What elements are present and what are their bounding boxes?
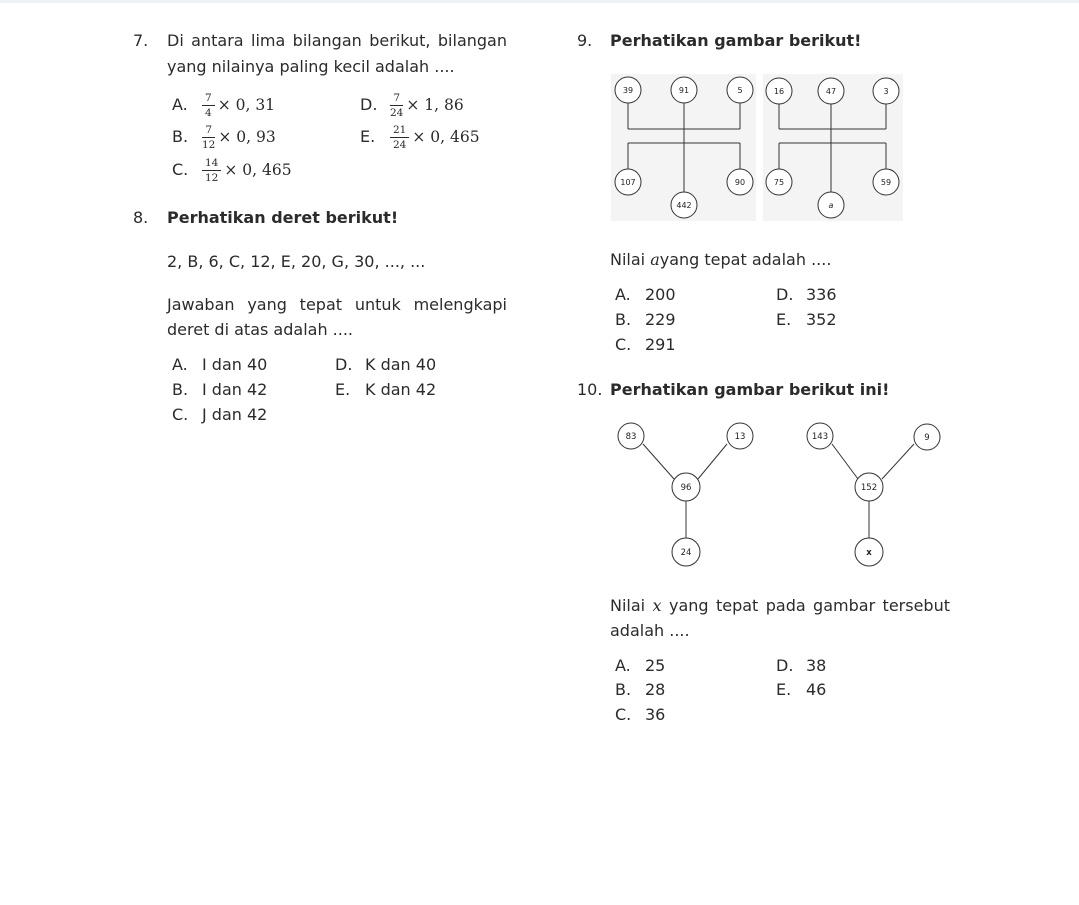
option-text: 291 <box>645 335 676 354</box>
question-text-post: yang tepat pada gambar tersebut <box>668 596 951 615</box>
node-label: 9 <box>924 433 930 443</box>
option-a[interactable] <box>615 656 665 675</box>
option-expression: × 0, 31 <box>217 96 276 114</box>
variable-a: a <box>650 250 660 269</box>
fraction-denominator: 12 <box>205 172 219 184</box>
node-label-variable: a <box>828 201 834 210</box>
option-text: 25 <box>645 656 666 675</box>
node-label: 96 <box>680 483 692 493</box>
option-letter: D. <box>360 95 378 114</box>
option-b[interactable] <box>172 380 267 399</box>
option-letter: D. <box>776 656 794 675</box>
fraction-denominator: 4 <box>205 107 212 119</box>
option-text: 38 <box>806 656 827 675</box>
question-title: Perhatikan gambar berikut ini! <box>610 380 890 399</box>
option-d[interactable] <box>776 285 837 304</box>
y-shape-figure <box>0 415 1079 575</box>
option-b[interactable] <box>615 680 665 699</box>
option-text: 36 <box>645 705 666 724</box>
option-letter: B. <box>615 310 632 329</box>
node-label: 91 <box>678 86 690 95</box>
node-label: 59 <box>880 178 892 187</box>
option-c[interactable] <box>615 335 676 354</box>
connector-line <box>832 444 858 479</box>
option-expression: × 0, 93 <box>218 128 276 146</box>
question-text <box>610 250 831 269</box>
node-label: 13 <box>734 432 746 442</box>
option-text: J dan 42 <box>202 405 268 424</box>
node-label: 16 <box>773 87 785 96</box>
question-text-post: yang tepat adalah .... <box>659 250 832 269</box>
option-text: 229 <box>645 310 676 329</box>
question-text: Di antara lima bilangan berikut, bilangan <box>167 31 507 50</box>
fraction-denominator: 24 <box>393 139 407 151</box>
node-label: 39 <box>622 86 634 95</box>
option-e[interactable] <box>776 680 826 699</box>
option-letter: B. <box>615 680 632 699</box>
option-e[interactable] <box>335 380 436 399</box>
question-text <box>610 596 950 615</box>
question-text-pre: Nilai <box>610 596 646 615</box>
node-label: 143 <box>811 432 829 442</box>
option-text: 46 <box>806 680 827 699</box>
left-y-nodes <box>618 423 753 566</box>
node-label: 90 <box>734 178 746 187</box>
question-title: Perhatikan gambar berikut! <box>610 31 862 50</box>
fraction-numerator: 7 <box>202 92 215 106</box>
node-label: 107 <box>620 178 636 187</box>
fraction-numerator: 21 <box>390 124 409 138</box>
question-title: Perhatikan deret berikut! <box>167 208 399 227</box>
question-number: 7. <box>133 31 149 50</box>
fraction-numerator: 7 <box>390 92 403 106</box>
question-text: adalah .... <box>610 621 690 640</box>
option-letter: C. <box>615 705 632 724</box>
variable-x: x <box>652 596 662 615</box>
option-a[interactable] <box>615 285 676 304</box>
option-e[interactable] <box>776 310 837 329</box>
option-letter: E. <box>335 380 351 399</box>
node-label: 152 <box>860 483 878 493</box>
option-expression: × 0, 465 <box>412 128 480 146</box>
node-label: 83 <box>625 432 637 442</box>
option-a[interactable] <box>172 355 267 374</box>
option-letter: D. <box>335 355 353 374</box>
option-letter: B. <box>172 380 189 399</box>
option-d[interactable] <box>776 656 826 675</box>
question-number: 9. <box>577 31 593 50</box>
number-tree-figure <box>0 0 1079 240</box>
option-letter: C. <box>172 405 189 424</box>
option-letter: A. <box>172 355 188 374</box>
node-label: 75 <box>773 178 785 187</box>
node-label: 442 <box>676 201 692 210</box>
fraction-denominator: 24 <box>390 107 404 119</box>
option-letter: C. <box>172 160 189 179</box>
fraction-denominator: 12 <box>202 139 216 151</box>
option-text: K dan 42 <box>365 380 437 399</box>
option-c[interactable] <box>615 705 665 724</box>
option-text: I dan 42 <box>202 380 268 399</box>
fraction-numerator: 7 <box>202 124 215 138</box>
option-letter: B. <box>172 127 189 146</box>
option-letter: E. <box>776 310 792 329</box>
option-expression: × 0, 465 <box>224 161 292 179</box>
option-letter: D. <box>776 285 794 304</box>
node-label: 3 <box>883 87 889 96</box>
node-label: 5 <box>737 86 743 95</box>
option-d[interactable] <box>335 355 436 374</box>
question-text-pre: Nilai <box>610 250 646 269</box>
option-text: 200 <box>645 285 676 304</box>
option-letter: A. <box>615 285 631 304</box>
right-y-nodes <box>807 423 940 566</box>
option-text: I dan 40 <box>202 355 268 374</box>
question-number: 8. <box>133 208 149 227</box>
option-text: 28 <box>645 680 666 699</box>
option-letter: C. <box>615 335 632 354</box>
option-text: K dan 40 <box>365 355 437 374</box>
node-label: 24 <box>680 548 692 558</box>
option-letter: A. <box>172 95 188 114</box>
question-text: Jawaban yang tepat untuk melengkapi <box>167 295 507 314</box>
node-label: 47 <box>825 87 837 96</box>
sequence-text: 2, B, 6, C, 12, E, 20, G, 30, ..., ... <box>167 252 426 271</box>
option-text: 352 <box>806 310 837 329</box>
option-letter: E. <box>776 680 792 699</box>
option-b[interactable] <box>615 310 676 329</box>
question-text: deret di atas adalah .... <box>167 320 354 339</box>
connector-line <box>698 444 727 479</box>
question-text: yang nilainya paling kecil adalah .... <box>167 57 455 76</box>
option-expression: × 1, 86 <box>406 96 464 114</box>
question-number: 10. <box>577 380 603 399</box>
connector-line <box>882 444 914 479</box>
option-letter: E. <box>360 127 376 146</box>
connector-line <box>643 444 674 479</box>
option-text: 336 <box>806 285 837 304</box>
node-label-variable: x <box>866 548 872 558</box>
option-letter: A. <box>615 656 631 675</box>
fraction-numerator: 14 <box>202 157 221 171</box>
